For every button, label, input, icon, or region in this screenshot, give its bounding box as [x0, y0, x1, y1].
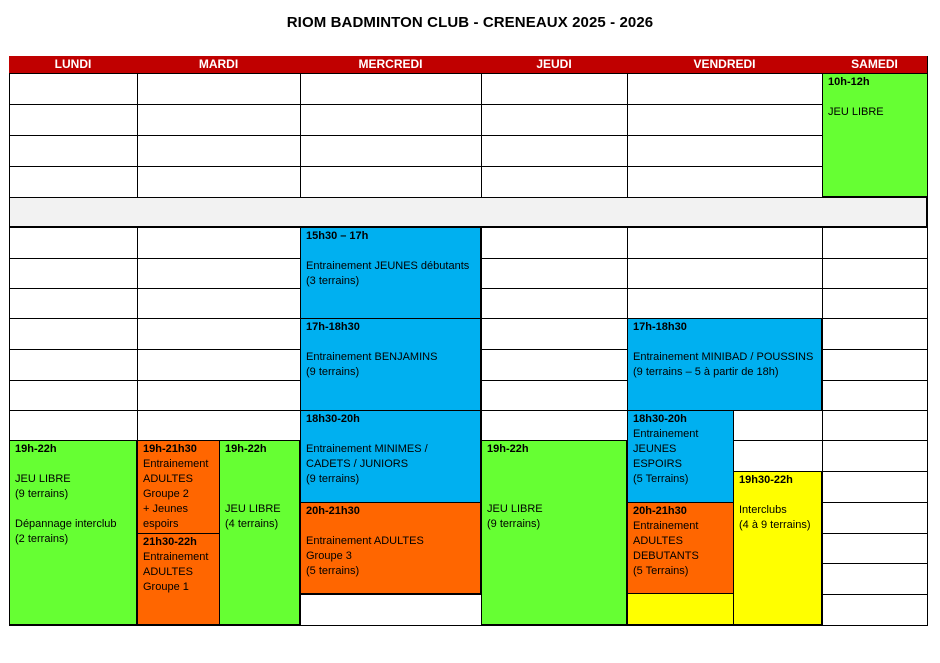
slot-description: Interclubs (4 à 9 terrains)	[739, 504, 811, 531]
slot-samedi-jeu-libre	[822, 73, 928, 197]
grid-row-line	[9, 135, 928, 136]
slot-description: Entrainement JEUNES débutants (3 terrains)	[306, 260, 470, 287]
slot-time: 18h30-20h	[306, 413, 360, 425]
slot-description: JEU LIBRE	[828, 106, 884, 118]
slot-mercredi-minimes	[300, 410, 481, 503]
slot-mardi-jeu-libre	[219, 440, 300, 625]
day-header-jeudi: JEUDI	[481, 56, 627, 73]
day-header-lundi: LUNDI	[9, 56, 137, 73]
slot-description: Entrainement ADULTES Groupe 2 + Jeunes espoirs	[143, 458, 209, 530]
slot-mercredi-benjamins	[300, 318, 481, 411]
slot-description: Entrainement ADULTES Groupe 1	[143, 551, 209, 593]
day-header-mardi: MARDI	[137, 56, 300, 73]
slot-vendredi-interclubs	[733, 471, 822, 625]
slot-mercredi-jeunes-debutants	[300, 227, 481, 319]
slot-time: 19h-22h	[15, 443, 57, 455]
slot-vendredi-interclubs-extension	[627, 593, 734, 625]
slot-vendredi-adultes-debutants	[627, 502, 734, 594]
slot-description: Entrainement ADULTES Groupe 3 (5 terrains)	[306, 535, 424, 577]
grid-row-line	[9, 104, 928, 105]
slot-time: 10h-12h	[828, 76, 870, 88]
slot-time: 19h30-22h	[739, 474, 793, 486]
slot-time: 19h-22h	[225, 443, 267, 455]
slot-time: 20h-21h30	[306, 505, 360, 517]
slot-jeudi-jeu-libre	[481, 440, 627, 625]
day-header-vendredi: VENDREDI	[627, 56, 822, 73]
slot-mardi-adultes-groupe-1	[137, 533, 220, 625]
grid-row-line	[9, 73, 928, 74]
day-header-samedi: SAMEDI	[822, 56, 927, 73]
slot-mercredi-adultes-groupe-3	[300, 502, 481, 594]
slot-description: Entrainement MINIBAD / POUSSINS (9 terrains – 5 à partir de 18h)	[633, 351, 814, 378]
slot-description: Entrainement JEUNES ESPOIRS (5 Terrains)	[633, 428, 699, 485]
slot-description: JEU LIBRE (9 terrains) Dépannage interclub (2 terrains)	[15, 473, 117, 545]
slot-time: 19h-22h	[487, 443, 529, 455]
slot-description: Entrainement MINIMES / CADETS / JUNIORS (9 terrains)	[306, 443, 428, 485]
slot-mardi-adultes-groupe-2	[137, 440, 220, 534]
slot-description: JEU LIBRE (9 terrains)	[487, 503, 543, 530]
slot-time: 15h30 – 17h	[306, 230, 369, 242]
slot-time: 17h-18h30	[306, 321, 360, 333]
slot-description: JEU LIBRE (4 terrains)	[225, 503, 281, 530]
slot-time: 21h30-22h	[143, 536, 197, 548]
slot-lundi-jeu-libre	[9, 440, 137, 625]
lunch-break-row	[9, 197, 927, 227]
slot-description: Entrainement ADULTES DEBUTANTS (5 Terrains)	[633, 520, 699, 577]
slot-time: 20h-21h30	[633, 505, 687, 517]
page-title: RIOM BADMINTON CLUB - CRENEAUX 2025 - 2026	[286, 14, 654, 31]
slot-description: Entrainement BENJAMINS (9 terrains)	[306, 351, 438, 378]
slot-vendredi-minibad	[627, 318, 822, 411]
slot-time: 18h30-20h	[633, 413, 687, 425]
grid-row-line	[9, 625, 928, 626]
grid-row-line	[9, 166, 928, 167]
day-header-mercredi: MERCREDI	[300, 56, 481, 73]
slot-time: 19h-21h30	[143, 443, 197, 455]
slot-vendredi-jeunes-espoirs	[627, 410, 734, 503]
slot-time: 17h-18h30	[633, 321, 687, 333]
